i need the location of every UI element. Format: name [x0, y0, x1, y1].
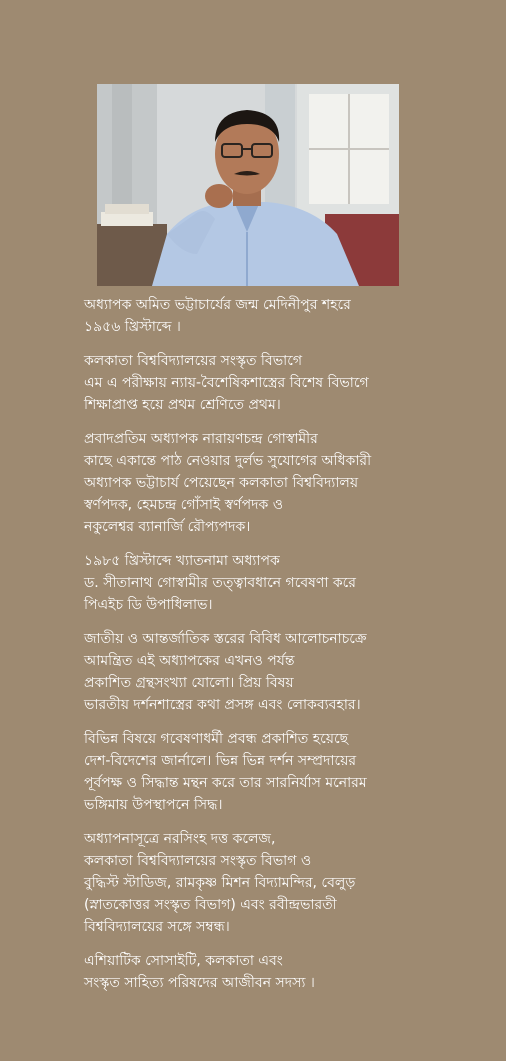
bio-line: বিশ্ববিদ্যালয়ের সঙ্গে সম্বন্ধ।: [84, 919, 230, 935]
bio-line: পূর্বপক্ষ ও সিদ্ধান্ত মন্থন করে তার সারনির্যাস মনোরম: [84, 775, 367, 791]
bio-paragraph-7: [84, 828, 484, 938]
author-biography: [84, 294, 484, 1006]
bio-line: এশিয়াটিক সোসাইটি, কলকাতা এবং: [84, 953, 283, 969]
bio-line: কলকাতা বিশ্ববিদ্যালয়ের সংস্কৃত বিভাগ ও: [84, 853, 312, 869]
author-portrait-illustration: [97, 84, 399, 286]
bio-line: বুদ্ধিস্ট স্টাডিজ, রামকৃষ্ণ মিশন বিদ্যামন্দির, বেলুড়: [84, 875, 356, 891]
bio-line: সংস্কৃত সাহিত্য পরিষদের আজীবন সদস্য ।: [84, 975, 315, 991]
bio-line: ভঙ্গিমায় উপস্থাপনে সিদ্ধ।: [84, 797, 223, 813]
bio-line: কাছে একান্তে পাঠ নেওয়ার দুর্লভ সুযোগের অধিকারী: [84, 453, 372, 469]
bio-line: ড. সীতানাথ গোস্বামীর তত্ত্বাবধানে গবেষণা করে: [84, 575, 356, 591]
bio-line: ১৯৫৬ খ্রিস্টাব্দে ।: [84, 319, 181, 335]
bio-line: স্বর্ণপদক, হেমচন্দ্র গোঁসাই স্বর্ণপদক ও: [84, 497, 284, 513]
bio-line: প্রবাদপ্রতিম অধ্যাপক নারায়ণচন্দ্র গোস্বামীর: [84, 431, 318, 447]
bio-paragraph-6: [84, 728, 484, 816]
bio-line: আমন্ত্রিত এই অধ্যাপকের এখনও পর্যন্ত: [84, 653, 295, 669]
bio-line: ভারতীয় দর্শনশাস্ত্রের কথা প্রসঙ্গ এবং লোকব্যবহার।: [84, 697, 361, 713]
bio-line: বিভিন্ন বিষয়ে গবেষণাধর্মী প্রবন্ধ প্রকাশিত হয়েছে: [84, 731, 349, 747]
bio-line: কলকাতা বিশ্ববিদ্যালয়ের সংস্কৃত বিভাগে: [84, 353, 303, 369]
bio-line: নকুলেশ্বর ব্যানার্জি রৌপ্যপদক।: [84, 519, 251, 535]
bio-line: শিক্ষাপ্রাপ্ত হয়ে প্রথম শ্রেণিতে প্রথম।: [84, 397, 281, 413]
author-photo: [97, 84, 399, 286]
bio-line: জাতীয় ও আন্তর্জাতিক স্তরের বিবিধ আলোচনাচক্রে: [84, 631, 367, 647]
bio-line: অধ্যাপক অমিত ভট্টাচার্যের জন্ম মেদিনীপুর শহরে: [84, 297, 351, 313]
bio-paragraph-4: [84, 550, 484, 616]
bio-line: ১৯৮৫ খ্রিস্টাব্দে খ্যাতনামা অধ্যাপক: [84, 553, 280, 569]
bio-line: দেশ-বিদেশের জার্নালে। ভিন্ন ভিন্ন দর্শন সম্প্রদায়ের: [84, 753, 357, 769]
bio-paragraph-8: [84, 950, 484, 994]
bio-paragraph-1: [84, 294, 484, 338]
bio-paragraph-5: [84, 628, 484, 716]
bio-line: প্রকাশিত গ্রন্থসংখ্যা যোলো। প্রিয় বিষয়: [84, 675, 294, 691]
bio-line: অধ্যাপনাসূত্রে নরসিংহ দত্ত কলেজ,: [84, 831, 276, 847]
bio-paragraph-2: [84, 350, 484, 416]
bio-paragraph-3: [84, 428, 484, 538]
bio-line: অধ্যাপক ভট্টাচার্য পেয়েছেন কলকাতা বিশ্ববিদ্যালয়: [84, 475, 359, 491]
bio-line: এম এ পরীক্ষায় ন্যায়-বৈশেষিকশাস্ত্রের বিশেষ বিভাগে: [84, 375, 369, 391]
bio-line: (স্নাতকোত্তর সংস্কৃত বিভাগ) এবং রবীন্দ্রভারতী: [84, 897, 337, 913]
bio-line: পিএইচ ডি উপাধিলাভ।: [84, 597, 213, 613]
